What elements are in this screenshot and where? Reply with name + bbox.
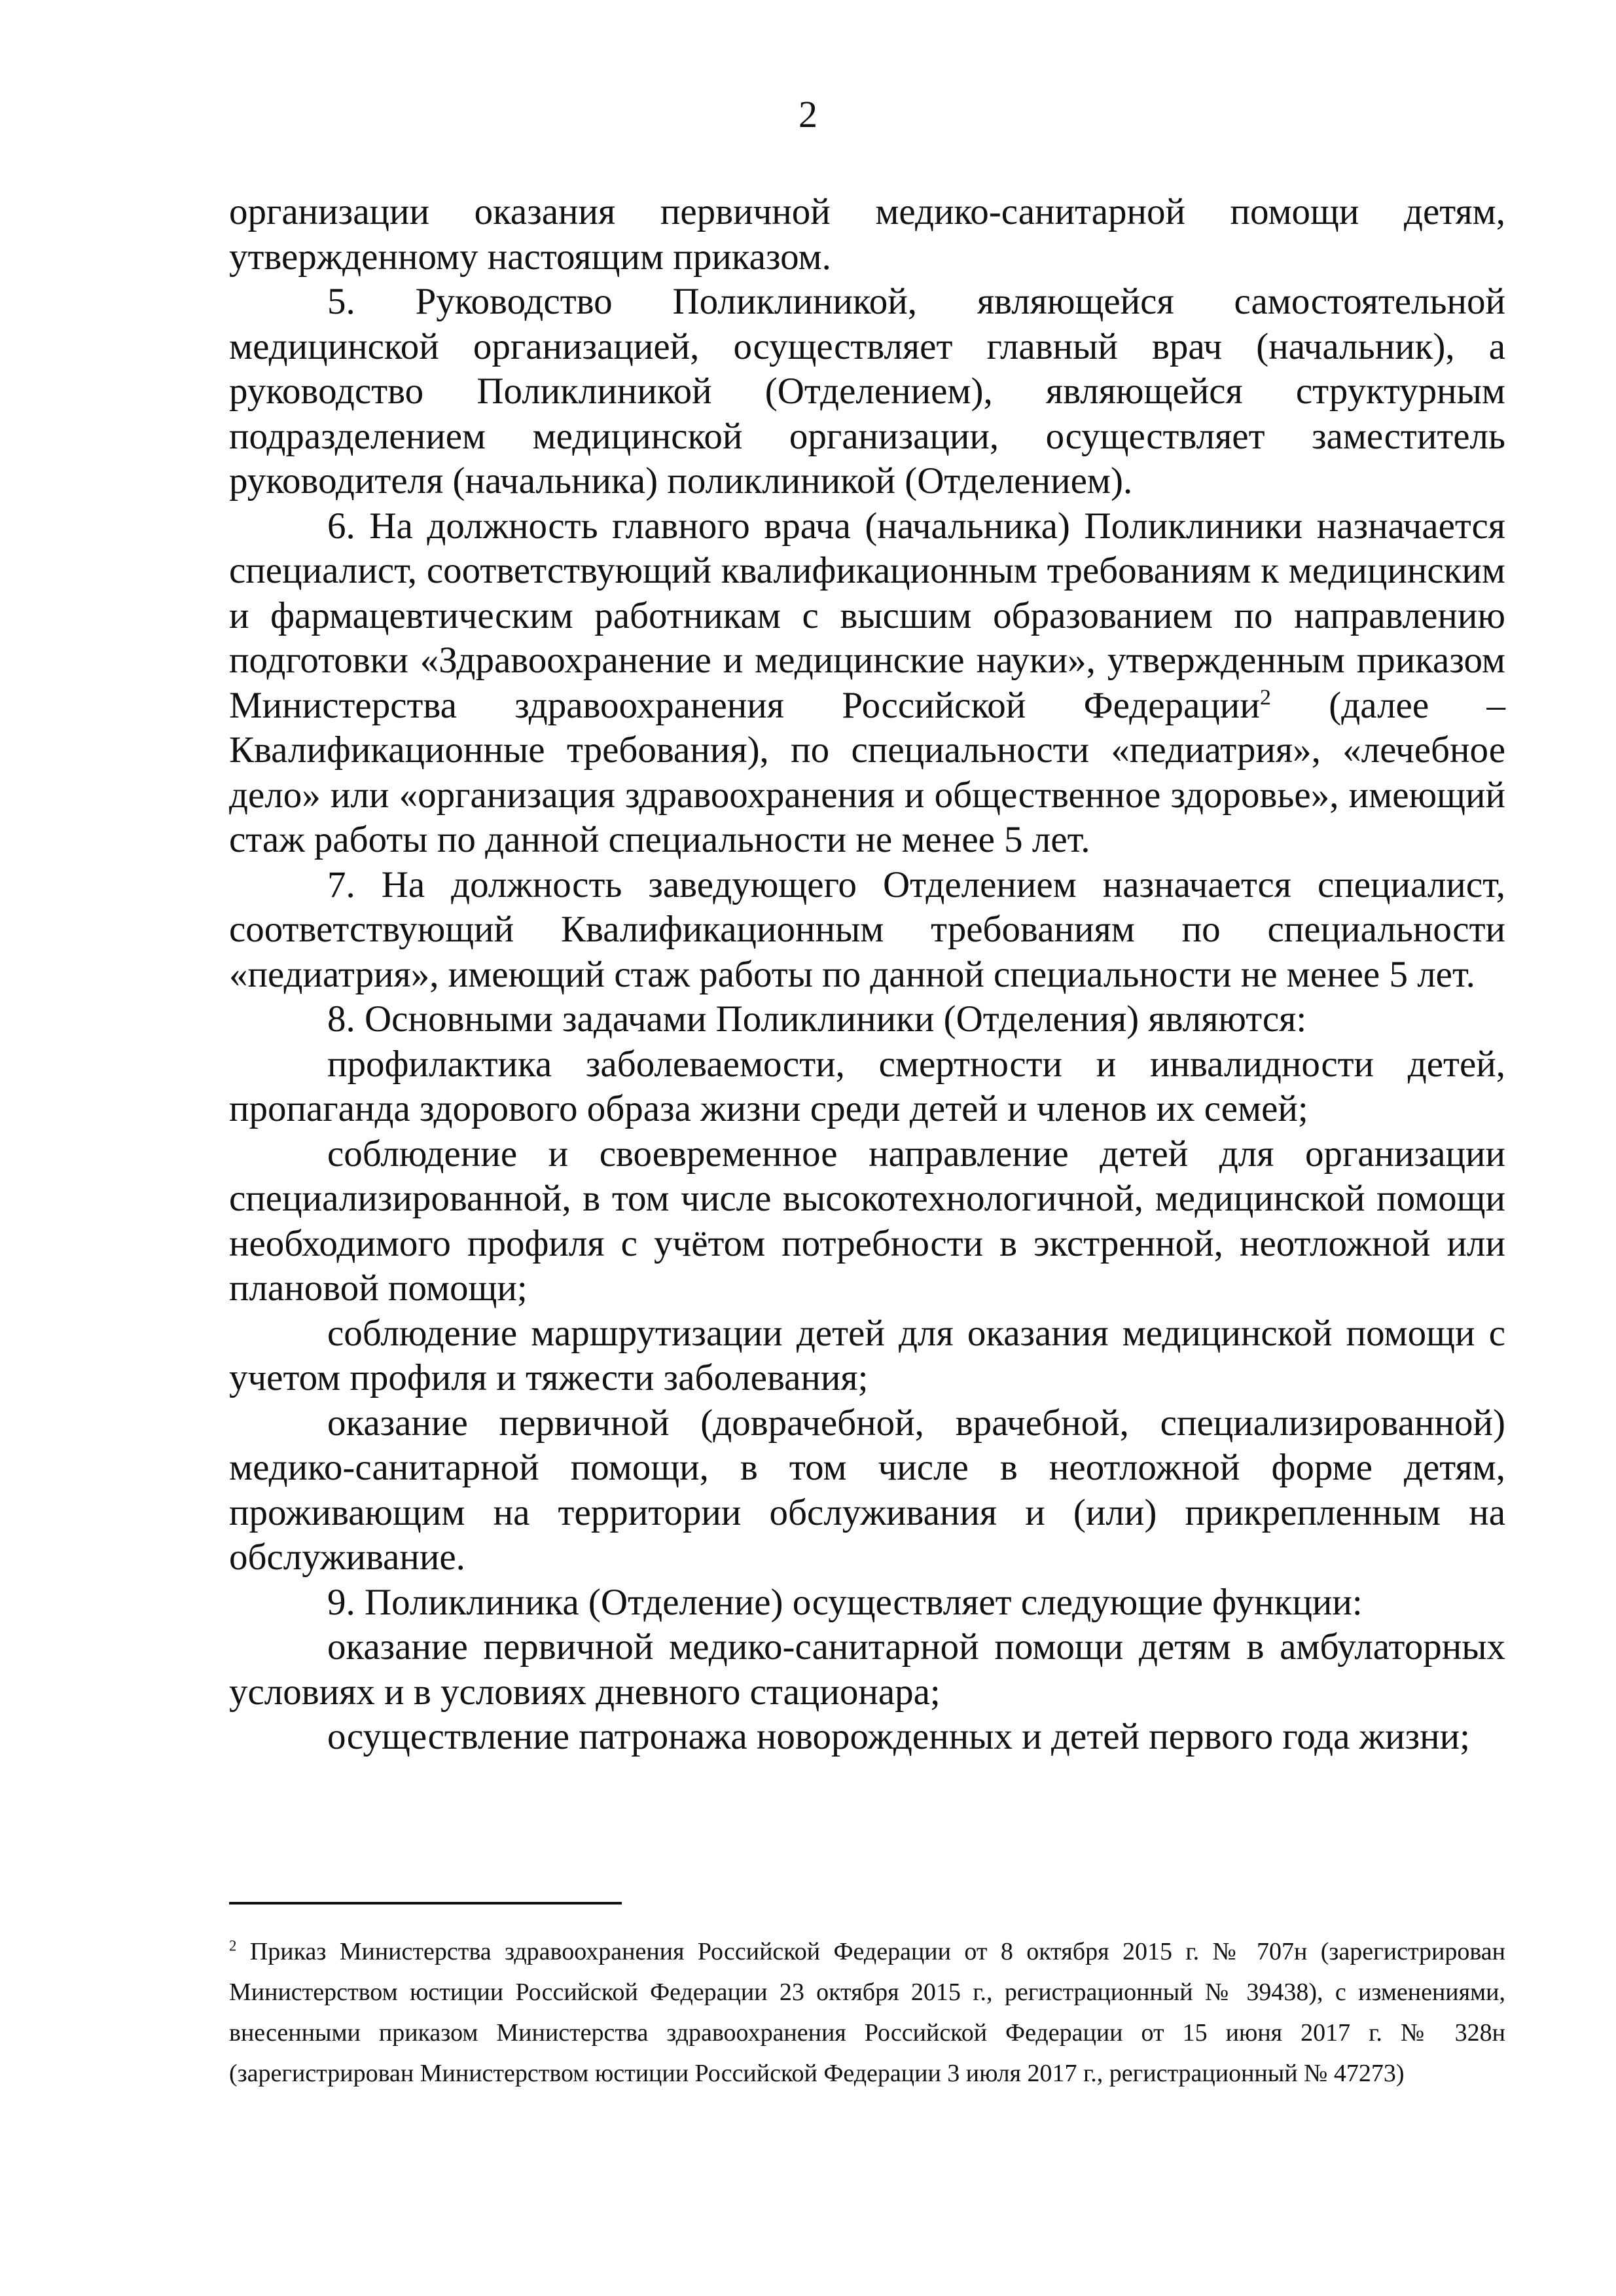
- footnote-separator: [229, 1902, 622, 1904]
- paragraph-8-item-1: профилактика заболеваемости, смертности и инвалидности детей, пропаганда здорового образа жизни среди детей и членов их семей;: [229, 1043, 1505, 1129]
- paragraph-8-item-4: оказание первичной (доврачебной, врачебной, специализированной) медико-санитарной помощи, в том числе в неотложной форме детям, проживающим на территории обслуживания и (или) прикрепленным на обслуживание.: [229, 1402, 1505, 1578]
- page-number: 2: [799, 93, 817, 136]
- footnote-mark: 2: [229, 1937, 237, 1954]
- footnotes: [229, 1931, 1505, 2094]
- paragraph-7: 7. На должность заведующего Отделением назначается специалист, соответствующий Квалификационным требованиям по специальности «педиатрия», имеющий стаж работы по данной специальности не менее 5 лет.: [229, 864, 1505, 995]
- paragraph-5: 5. Руководство Поликлиникой, являющейся самостоятельной медицинской организацией, осуществляет главный врач (начальник), а руководство Поликлиникой (Отделением), являющейся структурным подразделением медицинской организации, осуществляет заместитель руководителя (начальника) поликлиникой (Отделением).: [229, 281, 1505, 501]
- footnote-2: [229, 1931, 1505, 2094]
- paragraph-9: 9. Поликлиника (Отделение) осуществляет следующие функции:: [327, 1581, 1363, 1623]
- paragraph-8: 8. Основными задачами Поликлиники (Отделения) являются:: [327, 998, 1307, 1040]
- footnote-reference[interactable]: 2: [1259, 685, 1271, 710]
- paragraph-6-text-after: (далее – Квалификационные требования), по специальности «педиатрия», «лечебное дело» или «организация здравоохранения и общественное здоровье», имеющий стаж работы по данной специальности не менее 5 лет.: [229, 684, 1505, 860]
- paragraph-8-item-3: соблюдение маршрутизации детей для оказания медицинской помощи с учетом профиля и тяжести заболевания;: [229, 1312, 1505, 1398]
- paragraph-6: [229, 504, 1505, 863]
- paragraph-9-item-1: оказание первичной медико-санитарной помощи детям в амбулаторных условиях и в условиях дневного стационара;: [229, 1626, 1505, 1713]
- paragraph-8-item-2: соблюдение и своевременное направление детей для организации специализированной, в том числе высокотехнологичной, медицинской помощи необходимого профиля с учётом потребности в экстренной, неотложной или плановой помощи;: [229, 1133, 1505, 1309]
- footnote-text: Приказ Министерства здравоохранения Российской Федерации от 8 октября 2015 г. № 707н (зарегистрирован Министерством юстиции Российской Федерации 23 октября 2015 г., регистрационный № 39438), с изменениями, внесенными приказом Министерства здравоохранения Российской Федерации от 15 июня 2017 г. № 328н (зарегистрирован Министерством юстиции Российской Федерации 3 июля 2017 г., регистрационный № 47273): [229, 1938, 1505, 2087]
- document-body: [229, 190, 1505, 1760]
- paragraph-9-item-2: осуществление патронажа новорожденных и детей первого года жизни;: [327, 1716, 1470, 1757]
- paragraph-6-text-before: 6. На должность главного врача (начальника) Поликлиники назначается специалист, соответствующий квалификационным требованиям к медицинским и фармацевтическим работникам с высшим образованием по направлению подготовки «Здравоохранение и медицинские науки», утвержденным приказом Министерства здравоохранения Российской Федерации: [229, 505, 1505, 726]
- paragraph-continuation: организации оказания первичной медико-санитарной помощи детям, утвержденному настоящим приказом.: [229, 191, 1505, 278]
